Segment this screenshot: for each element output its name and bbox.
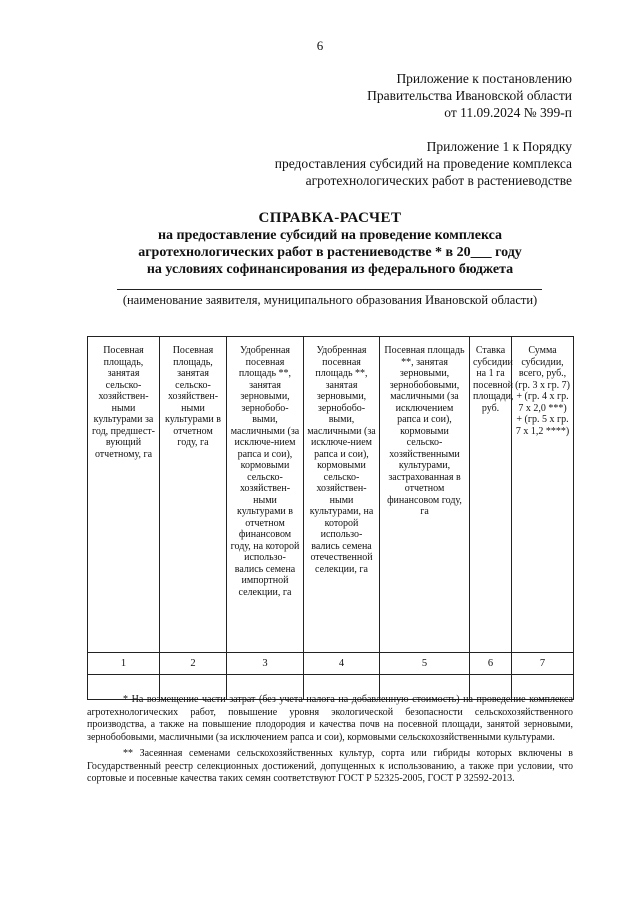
annex-order-line: предоставления субсидий на проведение комплекса [274,156,572,171]
table-header-row [88,337,574,653]
column-number-cell: 5 [380,653,470,675]
applicant-caption: (наименование заявителя, муниципального образования Ивановской области) [122,293,538,307]
annex-resolution-line: Правительства Ивановской области [367,88,572,103]
column-number-cell: 2 [160,653,227,675]
footnote-2: ** Засеянная семенами сельскохозяйственных культур, сорта или гибриды которых включены в Государственный реестр селекционных достижений, допущенных к использованию, а также при условии, что сортовые и посевные качества таких семян соответствуют ГОСТ Р 52325-2005, ГОСТ Р 32592-2013. [87,748,573,784]
annex-resolution-line: Приложение к постановлению [396,71,572,86]
annex-resolution-line: от 11.09.2024 № 399-п [444,105,572,120]
document-subtitle-line: на предоставление субсидий на проведение комплекса [157,228,503,243]
footnotes [87,694,573,790]
table-header-cell: Посевная площадь **, занятая зерновыми, зернобобовыми, масличными (за исключением рапса и сои), кормовыми сельско-хозяйственными культурами, застрахованная в отчетном финансовом году, га [380,337,470,653]
annex-order-line: Приложение 1 к Порядку [426,139,572,154]
applicant-fill-line[interactable] [117,289,542,290]
calculation-table [87,336,574,700]
column-number-cell: 6 [470,653,512,675]
column-number-cell: 3 [227,653,304,675]
annex-resolution-block [367,70,572,121]
footnote-1: * На возмещение части затрат (без учета налога на добавленную стоимость) на проведение комплекса агротехнологических работ, повышение уровня экологической безопасности сельскохозяйственного производства, а также на повышение плодородия и качества почв на посевной площади, занятой зерновыми, зернобобовыми, масличными (за исключением рапса и сои), кормовыми сельскохозяйственными культурами. [87,694,573,743]
table-header-cell: Посевная площадь, занятая сельско-хозяйствен-ными культурами в отчетном году, га [160,337,227,653]
table-header-cell: Ставка субсидии на 1 га посевной площади, руб. [470,337,512,653]
table-column-number-row [88,653,574,675]
table-header-cell: Удобренная посевная площадь **, занятая зерновыми, зернобобо-выми, масличными (за исключе-нием рапса и сои), кормовыми сельско-хозяйствен-ными культурами, на которой использо-вались семена отечественной селекции, га [304,337,380,653]
document-title: СПРАВКА-РАСЧЕТ [258,210,402,226]
column-number-cell: 4 [304,653,380,675]
page-number: 6 [316,38,324,53]
table-header-cell: Удобренная посевная площадь **, занятая зерновыми, зернобобо-выми, масличными (за исключе-нием рапса и сои), кормовыми сельско-хозяйствен-ными культурами в отчетном финансовом году, на которой использо-вались семена импортной селекции, га [227,337,304,653]
table-header-cell: Посевная площадь, занятая сельско-хозяйствен-ными культурами за год, предшест-вующий отчетному, га [88,337,160,653]
annex-order-line: агротехнологических работ в растениеводстве [305,173,572,188]
table-header-cell: Сумма субсидии, всего, руб., (гр. 3 х гр. 7) + (гр. 4 х гр. 7 х 2,0 ***) + (гр. 5 х гр. 7 х 1,2 ****) [512,337,574,653]
document-subtitle-line: агротехнологических работ в растениеводстве * в 20___ году [138,245,522,260]
column-number-cell: 7 [512,653,574,675]
document-subtitle-line: на условиях софинансирования из федерального бюджета [146,262,514,277]
annex-order-block [275,138,572,189]
document-title-block [95,209,565,278]
column-number-cell: 1 [88,653,160,675]
